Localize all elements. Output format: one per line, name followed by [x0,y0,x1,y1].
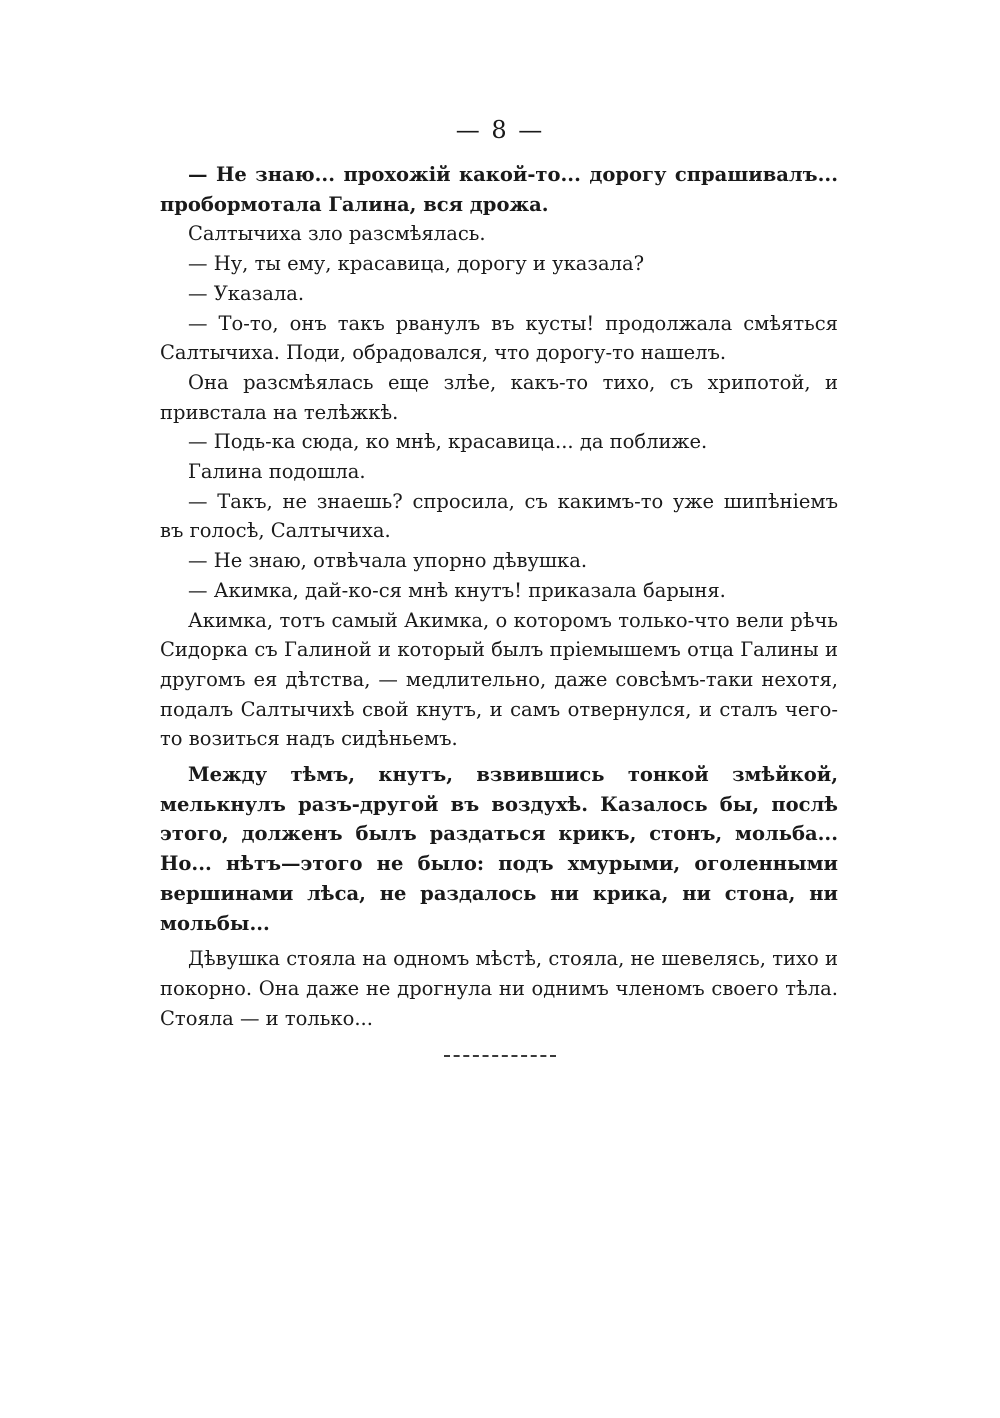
paragraph-1: — Не знаю... прохожій какой-то... дорогу спрашивалъ... пробормотала Галина, вся дрожа. [160,163,838,216]
paragraph-11: — Акимка, дай-ко-ся мнѣ кнутъ! приказала барыня. [188,578,726,602]
paragraph-7: — Подь-ка сюда, ко мнѣ, красавица... да поближе. [188,430,708,454]
paragraph-9: — Такъ, не знаешь? спросила, съ какимъ-то уже шипѣніемъ въ голосѣ, Салтычиха. [160,489,838,543]
paragraph-4: — Указала. [188,281,305,305]
paragraph-3: — Ну, ты ему, красавица, дорогу и указала? [188,252,645,276]
paragraph-8: Галина подошла. [188,460,366,484]
paragraph-6: Она разсмѣялась еще злѣе, какъ-то тихо, съ хрипотой, и привстала на телѣжкѣ. [160,370,838,424]
paragraph-2: Салтычиха зло разсмѣялась. [188,222,486,246]
body-text [160,160,838,1033]
end-of-chapter-rule [444,1055,556,1057]
paragraph-12: Акимка, тотъ самый Акимка, о которомъ только-что вели рѣчь Сидорка съ Галиной и который былъ пріемышемъ отца Галины и другомъ ея дѣтства, — медлительно, даже совсѣмъ-таки нехотя, подалъ Салтычихѣ свой кнутъ, и самъ отвернулся, и сталъ чего-то возиться надъ сидѣньемъ. [160,608,838,751]
paragraph-5: — То-то, онъ такъ рванулъ въ кусты! продолжала смѣяться Салтычиха. Поди, обрадовался, что дорогу-то нашелъ. [160,311,838,365]
page-number: — 8 — [455,116,545,144]
paragraph-14: Дѣвушка стояла на одномъ мѣстѣ, стояла, не шевелясь, тихо и покорно. Она даже не дрогнула ни однимъ членомъ своего тѣла. Стояла — и только... [160,947,838,1030]
paragraph-10: — Не знаю, отвѣчала упорно дѣвушка. [188,549,588,573]
paragraph-13: Между тѣмъ, кнутъ, взвившись тонкой змѣйкой, мелькнулъ разъ-другой въ воздухѣ. Казалось бы, послѣ этого, долженъ былъ раздаться крикъ, стонъ, мольба... Но... нѣтъ—этого не было: подъ хмурыми, оголенными вершинами лѣса, не раздалось ни крика, ни стона, ни мольбы... [160,763,838,935]
